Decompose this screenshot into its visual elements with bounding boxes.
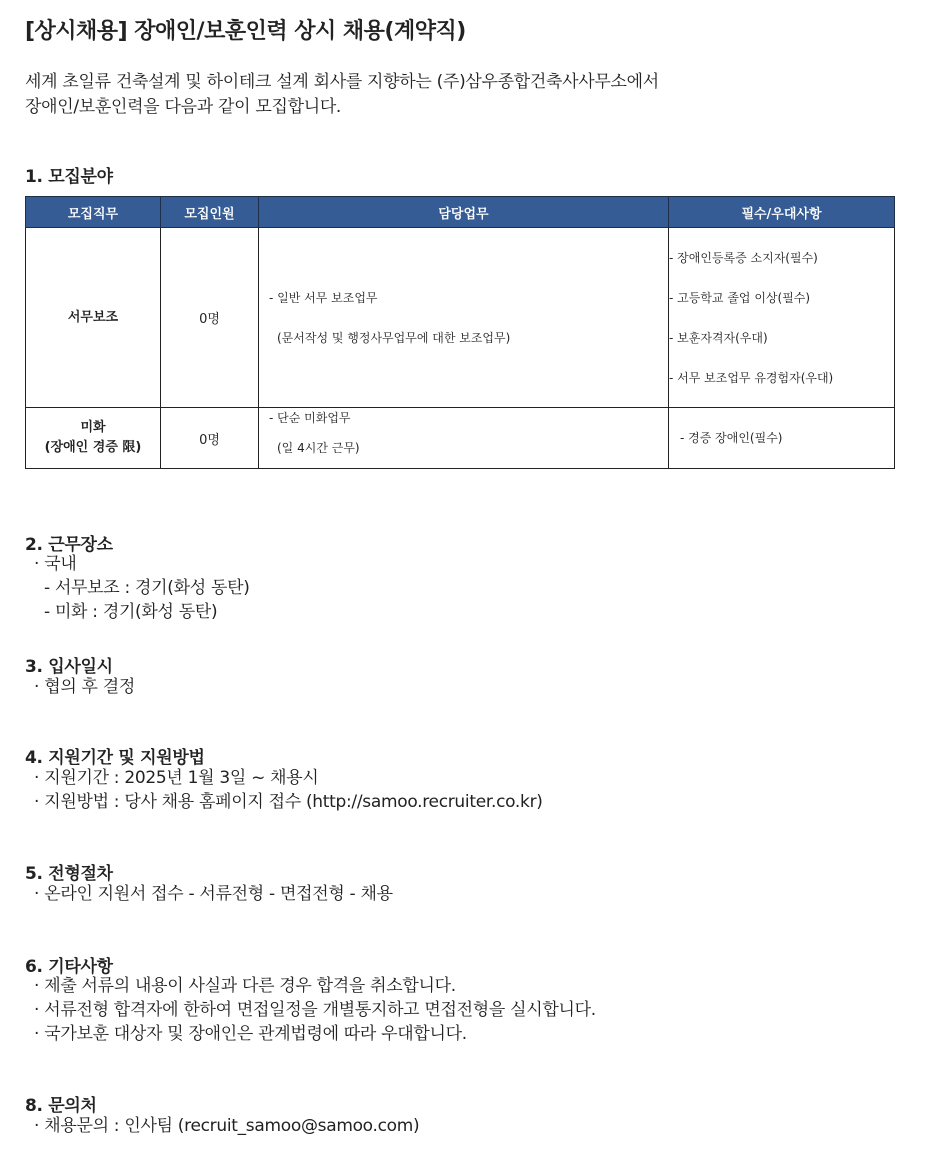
text-line: · 협의 후 결정 — [34, 677, 136, 697]
duty-cell — [259, 408, 669, 469]
text-line: · 온라인 지원서 접수 - 서류전형 - 면접전형 - 채용 — [34, 884, 393, 904]
text-line: - 미화 : 경기(화성 동탄) — [44, 602, 218, 622]
requirement-cell — [669, 408, 895, 469]
count-cell: 0명 — [161, 408, 259, 469]
requirement-line: - 서무 보조업무 유경험자(우대) — [669, 370, 834, 385]
requirement-line: - 경증 장애인(필수) — [680, 431, 783, 445]
duty-line: (일 4시간 근무) — [277, 441, 360, 455]
section-title-recruit-field: 1. 모집분야 — [25, 167, 113, 187]
column-header: 필수/우대사항 — [669, 197, 895, 228]
section-title-start-date: 3. 입사일시 — [25, 657, 113, 677]
section-body-misc — [34, 974, 596, 1046]
intro-text — [25, 70, 659, 120]
requirement-line: - 고등학교 졸업 이상(필수) — [669, 290, 811, 305]
section-title-process: 5. 전형절차 — [25, 864, 113, 884]
duty-line: - 단순 미화업무 — [269, 411, 351, 425]
column-header: 모집직무 — [26, 197, 161, 228]
requirement-line: - 보훈자격자(우대) — [669, 330, 768, 345]
duty-line: (문서작성 및 행정사무업무에 대한 보조업무) — [277, 330, 511, 345]
job-name: 서무보조 — [67, 309, 119, 325]
text-line: · 국가보훈 대상자 및 장애인은 관계법령에 따라 우대합니다. — [34, 1024, 467, 1044]
text-line: · 제출 서류의 내용이 사실과 다른 경우 합격을 취소합니다. — [34, 976, 456, 996]
job-cell — [26, 408, 161, 469]
table-header-row — [26, 197, 895, 228]
section-title-misc: 6. 기타사항 — [25, 957, 113, 977]
section-body-application — [34, 766, 543, 814]
section-body-work-location — [34, 552, 250, 624]
table-row — [26, 408, 895, 469]
column-header: 담당업무 — [259, 197, 669, 228]
section-body-contact — [34, 1114, 419, 1138]
requirement-line: - 장애인등록증 소지자(필수) — [669, 250, 818, 265]
section-body-start-date — [34, 675, 135, 699]
section-title-work-location: 2. 근무장소 — [25, 535, 113, 555]
intro-line: 세계 초일류 건축설계 및 하이테크 설계 회사를 지향하는 (주)삼우종합건축사사무소에서 — [25, 72, 659, 92]
column-header: 모집인원 — [161, 197, 259, 228]
duty-line: - 일반 서무 보조업무 — [269, 290, 378, 305]
duty-cell — [259, 228, 669, 408]
text-line: - 서무보조 : 경기(화성 동탄) — [44, 578, 250, 598]
section-title-contact: 8. 문의처 — [25, 1096, 97, 1116]
text-line: · 지원방법 : 당사 채용 홈페이지 접수 (http://samoo.recruiter.co.kr) — [34, 792, 543, 812]
requirement-cell — [669, 228, 895, 408]
page-title: [상시채용] 장애인/보훈인력 상시 채용(계약직) — [25, 19, 466, 44]
recruit-table — [25, 196, 895, 469]
count-cell: 0명 — [161, 228, 259, 408]
section-body-process — [34, 882, 393, 906]
job-subtitle: (장애인 경증 限) — [44, 440, 142, 455]
text-line: · 채용문의 : 인사팀 (recruit_samoo@samoo.com) — [34, 1116, 420, 1136]
table-row — [26, 228, 895, 408]
text-line: · 서류전형 합격자에 한하여 면접일정을 개별통지하고 면접전형을 실시합니다. — [34, 1000, 596, 1020]
text-line: · 지원기간 : 2025년 1월 3일 ~ 채용시 — [34, 768, 319, 788]
section-title-application: 4. 지원기간 및 지원방법 — [25, 748, 205, 768]
job-cell — [26, 228, 161, 408]
text-line: · 국내 — [34, 554, 77, 574]
intro-line: 장애인/보훈인력을 다음과 같이 모집합니다. — [25, 97, 342, 117]
job-name: 미화 — [80, 420, 106, 435]
